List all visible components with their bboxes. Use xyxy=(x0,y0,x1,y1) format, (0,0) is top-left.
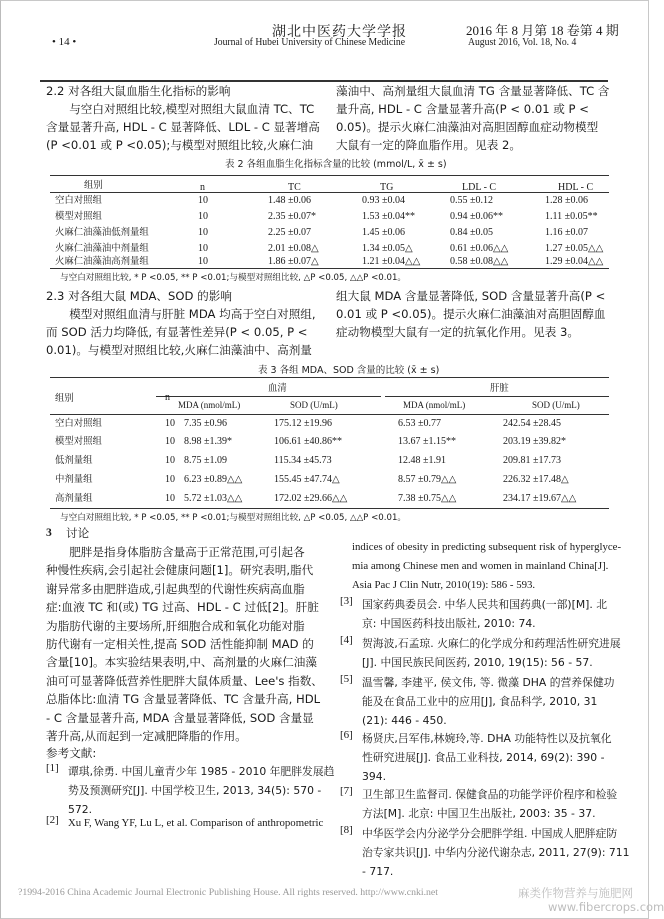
section-3-number: 3 xyxy=(46,526,52,539)
table-2-cell-ldl: 0.58 ±0.08△△ xyxy=(450,256,509,267)
table-2-cell-group: 火麻仁油藻油低剂量组 xyxy=(55,227,149,238)
section-2-3-heading: 2.3 对各组大鼠 MDA、SOD 的影响 xyxy=(46,289,232,303)
table-2-cell-hdl: 1.29 ±0.04△△ xyxy=(545,256,604,267)
reference-line: 性研究进展[J]. 食品工业科技, 2014, 69(2): 390 - xyxy=(362,751,605,764)
table-3-cell-l-sod: 242.54 ±28.45 xyxy=(503,418,561,429)
table-2-cell-n: 10 xyxy=(198,227,208,238)
table-3-liver-rule xyxy=(385,396,609,397)
table-3-cell-s-mda: 8.75 ±1.09 xyxy=(184,455,227,466)
table-3-header-rule xyxy=(50,414,609,415)
table-3-sub-header: SOD (U/mL) xyxy=(532,400,580,410)
section-3-line: - C 含量显著升高, MDA 含量显著降低, SOD 含量显 xyxy=(46,710,314,725)
table-2-cell-tc: 2.25 ±0.07 xyxy=(268,227,311,238)
section-3-line: 谢异常多由肥胖造成,引起典型的代谢性疾病高血脂 xyxy=(46,581,305,596)
table-2-cell-group: 空白对照组 xyxy=(55,195,102,206)
reference-number: [7] xyxy=(340,785,353,797)
table-3-cell-s-sod: 115.34 ±45.73 xyxy=(274,455,332,466)
table-3-cell-l-sod: 226.32 ±17.48△ xyxy=(503,474,569,485)
section-3-line: 著升高,从而起到一定减肥降脂的作用。 xyxy=(46,729,247,743)
reference-line: 能及在食品工业中的应用[J], 食品科学, 2010, 31 xyxy=(362,695,598,708)
table-3-cell-group: 模型对照组 xyxy=(55,436,102,447)
table-2-cell-hdl: 1.11 ±0.05** xyxy=(545,211,598,222)
table-3-cell-n: 10 xyxy=(165,474,175,485)
table-3-cell-s-sod: 172.02 ±29.66△△ xyxy=(274,493,348,504)
table-2-cell-tg: 0.93 ±0.04 xyxy=(362,195,405,206)
issue-info-en: August 2016, Vol. 18, No. 4 xyxy=(468,37,577,48)
table-3-cell-s-mda: 5.72 ±1.03△△ xyxy=(184,493,243,504)
table-3-cell-l-sod: 203.19 ±39.82* xyxy=(503,436,566,447)
section-2-3-left-line: 而 SOD 活力均降低, 有显著性差异(P < 0.05, P < xyxy=(46,325,308,339)
table-2-cell-n: 10 xyxy=(198,243,208,254)
journal-title-en: Journal of Hubei University of Chinese Medicine xyxy=(214,37,406,48)
section-2-2-right-line: 大鼠有一定的降血脂作用。见表 2。 xyxy=(336,138,521,152)
reference-line: Asia Pac J Clin Nutr, 2010(19): 586 - 593. xyxy=(352,579,536,591)
table-3-cell-n: 10 xyxy=(165,493,175,504)
journal-title-cn: 湖北中医药大学学报 xyxy=(272,24,407,40)
watermark-url: www.fibercrops.com xyxy=(548,900,664,914)
table-2-cell-ldl: 0.61 ±0.06△△ xyxy=(450,243,509,254)
table-2-header-tc: TC xyxy=(288,182,301,193)
table-3-header-serum: 血清 xyxy=(268,383,287,394)
section-2-2-left-line: (P <0.01 或 P <0.05);与模型对照组比较,火麻仁油 xyxy=(46,138,314,152)
table-3-cell-l-mda: 6.53 ±0.77 xyxy=(398,418,441,429)
table-3-cell-n: 10 xyxy=(165,455,175,466)
section-3-line: 肥胖是指身体脂肪含量高于正常范围,可引起各 xyxy=(46,545,305,559)
table-2-cell-n: 10 xyxy=(198,211,208,222)
table-3-cell-l-mda: 8.57 ±0.79△△ xyxy=(398,474,457,485)
reference-line: 治专家共识[J]. 中华内分泌代谢杂志, 2011, 27(9): 711 xyxy=(362,846,630,859)
reference-line: 温雪馨, 李建平, 侯文伟, 等. 微藻 DHA 的营养保健功 xyxy=(362,676,615,689)
table-3-cell-n: 10 xyxy=(165,436,175,447)
table-2-header-hdl: HDL - C xyxy=(558,182,594,193)
table-2-cell-tc: 2.35 ±0.07* xyxy=(268,211,316,222)
section-3-line: 肪代谢有一定相关性,提高 SOD 活性能抑制 MAD 的 xyxy=(46,637,314,651)
table-2-cell-hdl: 1.16 ±0.07 xyxy=(545,227,588,238)
reference-line: 方法[M]. 北京: 中国卫生出版社, 2003: 35 - 37. xyxy=(362,807,596,820)
table-2-cell-n: 10 xyxy=(198,256,208,267)
table-2-cell-group: 火麻仁油藻油高剂量组 xyxy=(55,256,149,267)
reference-line: 572. xyxy=(68,803,93,816)
table-3-sub-header: MDA (nmol/mL) xyxy=(403,400,466,410)
table-3-caption: 表 3 各组 MDA、SOD 含量的比较 (x̄ ± s) xyxy=(258,365,440,376)
table-2-cell-ldl: 0.94 ±0.06** xyxy=(450,211,503,222)
table-3-sub-header: SOD (U/mL) xyxy=(290,400,338,410)
table-2-top-rule xyxy=(50,175,609,176)
section-2-2-heading: 2.2 对各组大鼠血脂生化指标的影响 xyxy=(46,84,231,98)
section-3-heading: 讨论 xyxy=(66,526,90,540)
reference-number: [5] xyxy=(340,673,353,685)
table-3-serum-rule xyxy=(156,396,381,397)
section-2-3-left-line: 模型对照组血清与肝脏 MDA 均高于空白对照组, xyxy=(46,307,316,321)
table-3-cell-l-sod: 209.81 ±17.73 xyxy=(503,455,561,466)
section-2-2-right-line: 量升高, HDL - C 含量显著升高(P < 0.01 或 P < xyxy=(336,102,589,116)
reference-number: [3] xyxy=(340,595,353,607)
table-3-cell-l-mda: 12.48 ±1.91 xyxy=(398,455,446,466)
table-2-cell-tc: 1.86 ±0.07△ xyxy=(268,256,319,267)
table-3-cell-group: 空白对照组 xyxy=(55,418,102,429)
table-2-header-rule xyxy=(50,192,609,193)
reference-line: 势及预测研究[J]. 中国学校卫生, 2013, 34(5): 570 - xyxy=(68,784,322,797)
table-2-header-group: 组别 xyxy=(84,180,103,191)
table-2-cell-tg: 1.34 ±0.05△ xyxy=(362,243,413,254)
page-number: • 14 • xyxy=(52,36,77,48)
table-3-cell-s-sod: 175.12 ±19.96 xyxy=(274,418,332,429)
table-2-cell-n: 10 xyxy=(198,195,208,206)
reference-line: - 717. xyxy=(362,865,394,878)
table-3-header-n: n xyxy=(165,392,170,403)
table-2-cell-tg: 1.21 ±0.04△△ xyxy=(362,256,421,267)
section-3-line: 油可可显著降低营养性肥胖大鼠体质量、Lee's 指数、 xyxy=(46,673,323,688)
section-2-2-left-line: 与空白对照组比较,模型对照组大鼠血清 TC、TC xyxy=(46,102,315,116)
reference-line: 394. xyxy=(362,770,387,783)
section-2-2-right-line: 0.05)。提示火麻仁油藻油对高胆固醇血症动物模型 xyxy=(336,120,599,134)
table-3-cell-l-sod: 234.17 ±19.67△△ xyxy=(503,493,577,504)
reference-line: 卫生部卫生监督司. 保健食品的功能学评价程序和检验 xyxy=(362,788,618,801)
reference-line: indices of obesity in predicting subsequent risk of hyperglyce- xyxy=(352,541,622,553)
reference-number: [1] xyxy=(46,762,59,774)
table-2-note: 与空白对照组比较, * P <0.05, ** P <0.01;与模型对照组比较, △P <0.05, △△P <0.01。 xyxy=(60,273,407,283)
table-3-cell-group: 高剂量组 xyxy=(55,493,93,504)
section-3-line: 种慢性疾病,会引起社会健康问题[1]。研究表明,脂代 xyxy=(46,563,314,578)
copyright-footer: ?1994-2016 China Academic Journal Electronic Publishing House. All rights reserved. http://www.cnki.net xyxy=(18,887,439,898)
table-3-header-group: 组别 xyxy=(55,393,74,404)
references-heading: 参考文献: xyxy=(46,746,97,760)
issue-info-cn: 2016 年 8 月第 18 卷第 4 期 xyxy=(466,23,619,38)
section-2-3-right-line: 组大鼠 MDA 含量显著降低, SOD 含量显著升高(P < xyxy=(336,289,606,303)
section-3-line: 含量[10]。本实验结果表明,中、高剂量的火麻仁油藻 xyxy=(46,655,317,670)
section-2-3-right-line: 症动物模型大鼠有一定的抗氧化作用。见表 3。 xyxy=(336,325,579,339)
reference-line: [J]. 中国民族民间医药, 2010, 19(15): 56 - 57. xyxy=(362,656,593,669)
section-3-line: 为脂肪代谢的主要场所,肝细胞合成和氧化功能对脂 xyxy=(46,618,305,633)
section-3-line: 总脂体比:血清 TG 含量显著降低、TC 含量升高, HDL xyxy=(46,692,321,707)
table-2-caption: 表 2 各组血脂生化指标含量的比较 (mmol/L, x̄ ± s) xyxy=(225,159,447,170)
table-3-note: 与空白对照组比较, * P <0.05, ** P <0.01;与模型对照组比较, △P <0.05, △△P <0.01。 xyxy=(60,513,407,523)
table-3-cell-s-mda: 8.98 ±1.39* xyxy=(184,436,232,447)
watermark-cn: 麻类作物营养与施肥网 xyxy=(518,886,633,900)
table-3-bottom-rule xyxy=(50,508,609,509)
table-3-cell-n: 10 xyxy=(165,418,175,429)
table-2-cell-ldl: 0.84 ±0.05 xyxy=(450,227,493,238)
table-3-cell-l-mda: 7.38 ±0.75△△ xyxy=(398,493,457,504)
reference-number: [6] xyxy=(340,729,353,741)
table-3-cell-s-sod: 106.61 ±40.86** xyxy=(274,436,342,447)
reference-line: mia among Chinese men and women in mainland China[J]. xyxy=(352,560,609,572)
reference-line: 京: 中国医药科技出版社, 2010: 74. xyxy=(362,617,536,630)
table-2-cell-tc: 1.48 ±0.06 xyxy=(268,195,311,206)
table-3-cell-group: 中剂量组 xyxy=(55,474,93,485)
table-2-header-ldl: LDL - C xyxy=(462,182,497,193)
section-2-2-left-line: 含量显著升高, HDL - C 显著降低、LDL - C 显著增高 xyxy=(46,120,320,134)
table-2-cell-group: 火麻仁油藻油中剂量组 xyxy=(55,243,149,254)
table-2-header-tg: TG xyxy=(380,182,394,193)
table-2-cell-group: 模型对照组 xyxy=(55,211,102,222)
reference-number: [8] xyxy=(340,824,353,836)
reference-line: 中华医学会内分泌学分会肥胖学组. 中国成人肥胖症防 xyxy=(362,827,618,840)
table-2-cell-hdl: 1.27 ±0.05△△ xyxy=(545,243,604,254)
table-3-sub-header: MDA (nmol/mL) xyxy=(178,400,241,410)
reference-line: 杨贤庆,吕军伟,林婉玲,等. DHA 功能特性以及抗氧化 xyxy=(362,732,612,745)
reference-number: [2] xyxy=(46,814,59,826)
table-2-cell-tc: 2.01 ±0.08△ xyxy=(268,243,319,254)
table-2-cell-ldl: 0.55 ±0.12 xyxy=(450,195,493,206)
table-2-bottom-rule xyxy=(50,268,609,269)
table-3-cell-s-mda: 6.23 ±0.89△△ xyxy=(184,474,243,485)
table-2-cell-tg: 1.53 ±0.04** xyxy=(362,211,415,222)
table-3-cell-l-mda: 13.67 ±1.15** xyxy=(398,436,456,447)
table-2-header-n: n xyxy=(200,182,205,193)
table-3-header-liver: 肝脏 xyxy=(490,383,509,394)
section-2-2-right-line: 藻油中、高剂量组大鼠血清 TG 含量显著降低、TC 含 xyxy=(336,84,610,98)
section-2-3-left-line: 0.01)。与模型对照组比较,火麻仁油藻油中、高剂量 xyxy=(46,343,312,357)
section-3-line: 症:血液 TC 和(或) TG 过高、HDL - C 过低[2]。肝脏 xyxy=(46,600,319,615)
table-3-top-rule xyxy=(50,377,609,378)
reference-number: [4] xyxy=(340,634,353,646)
reference-line: Xu F, Wang YF, Lu L, et al. Comparison of anthropometric xyxy=(68,817,324,829)
reference-line: 贺海波,石孟琼. 火麻仁的化学成分和药理活性研究进展 xyxy=(362,637,621,650)
table-3-cell-group: 低剂量组 xyxy=(55,455,93,466)
section-2-3-right-line: 0.01 或 P <0.05)。提示火麻仁油藻油对高胆固醇血 xyxy=(336,307,606,321)
reference-line: (21): 446 - 450. xyxy=(362,714,447,727)
table-2-cell-tg: 1.45 ±0.06 xyxy=(362,227,405,238)
reference-line: 国家药典委员会. 中华人民共和国药典(一部)[M]. 北 xyxy=(362,598,608,611)
table-2-cell-hdl: 1.28 ±0.06 xyxy=(545,195,588,206)
reference-line: 谭琪,徐勇. 中国儿童青少年 1985 - 2010 年肥胖发展趋 xyxy=(68,765,335,778)
table-3-cell-s-sod: 155.45 ±47.74△ xyxy=(274,474,340,485)
table-3-cell-s-mda: 7.35 ±0.96 xyxy=(184,418,227,429)
